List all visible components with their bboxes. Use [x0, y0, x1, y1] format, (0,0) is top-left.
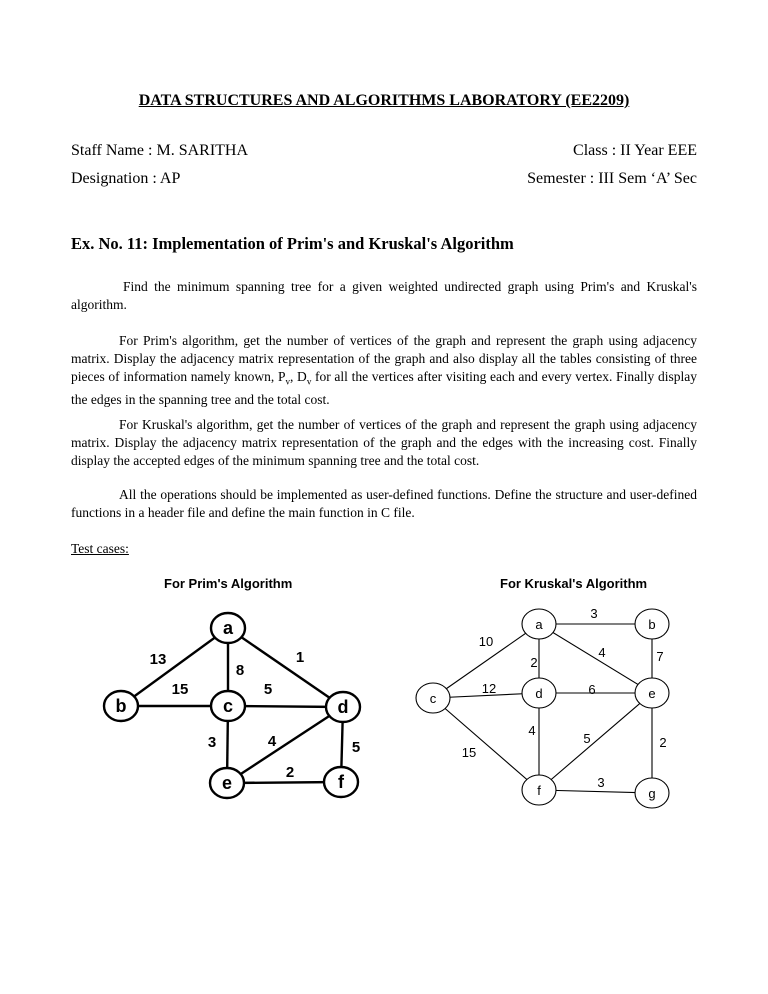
kruskal-weight-ac: 10: [478, 634, 494, 649]
prim-vertex-label-c: c: [222, 696, 234, 716]
prim-weight-ad: 1: [295, 649, 305, 666]
paragraph-text: For Kruskal's algorithm, get the number of vertices of the graph and represent the graph using adjacency matrix. Display the adjacency matrix representation of the graph and the edges with the increasing cost. Finally display the accepted edges of the minimum spanning tree and the total cost.: [71, 417, 697, 468]
prim-caption: For Prim's Algorithm: [164, 576, 293, 591]
kruskal-weight-eg: 2: [659, 735, 667, 750]
paragraph-text: For Prim's algorithm, get the number of vertices of the graph and represent the graph using adjacency matrix. Display the adjacency matrix representation of the graph and also display all the tables consisting of three pieces of information namely known, $P_v$, $D_v$ for all the vertices after visiting each and every vertex. Finally display the edges in the spanning tree and the total cost.: [71, 333, 697, 407]
prim-weight-de: 4: [267, 733, 277, 750]
kruskal-edge-cf: [433, 698, 539, 790]
prim-weight-ef: 2: [285, 764, 295, 781]
kruskal-weight-fg: 3: [597, 775, 605, 790]
kruskal-weight-df: 4: [528, 723, 536, 738]
kruskal-weight-ef: 5: [583, 731, 591, 746]
prim-vertex-label-b: b: [115, 696, 127, 716]
prim-weight-ac: 8: [235, 662, 245, 679]
prim-weight-bc: 15: [171, 681, 189, 698]
kruskal-vertex-label-g: g: [648, 786, 656, 801]
kruskal-caption: For Kruskal's Algorithm: [500, 576, 648, 591]
paragraph-text: All the operations should be implemented as user-defined functions. Define the structure and user-defined functions in a header file and define the main function in C file.: [71, 487, 697, 520]
prim-weight-ab: 13: [149, 651, 167, 668]
prim-vertex-label-f: f: [338, 772, 344, 792]
kruskal-weight-ae: 4: [598, 645, 606, 660]
test-cases-label: Test cases:: [71, 541, 129, 556]
kruskal-vertex-label-d: d: [535, 686, 543, 701]
kruskal-vertex-label-e: e: [648, 686, 656, 701]
semester-info: Semester : III Sem ‘A’ Sec: [527, 170, 697, 187]
kruskal-weight-de: 6: [588, 682, 596, 697]
prim-vertex-label-a: a: [222, 618, 234, 638]
kruskal-weight-cd: 12: [481, 681, 497, 696]
prim-vertex-label-d: d: [337, 697, 349, 717]
prim-weight-ce: 3: [207, 734, 217, 751]
staff-name: Staff Name : M. SARITHA: [71, 142, 249, 159]
class-info: Class : II Year EEE: [573, 142, 697, 159]
kruskal-vertex-label-c: c: [429, 691, 437, 706]
kruskal-edge-ef: [539, 693, 652, 790]
kruskal-weight-ab: 3: [590, 606, 598, 621]
paragraph-text: Find the minimum spanning tree for a given weighted undirected graph using Prim's and Kruskal's algorithm.: [71, 279, 697, 312]
kruskal-weight-be: 7: [656, 649, 664, 664]
prim-vertex-label-e: e: [221, 773, 233, 793]
kruskal-vertex-label-b: b: [648, 617, 656, 632]
prim-weight-cd: 5: [263, 681, 273, 698]
exercise-heading: Ex. No. 11: Implementation of Prim's and Kruskal's Algorithm: [71, 234, 514, 253]
kruskal-weight-ad: 2: [530, 655, 538, 670]
kruskal-vertex-label-f: f: [537, 783, 541, 798]
document-title: DATA STRUCTURES AND ALGORITHMS LABORATORY (EE2209): [138, 92, 630, 109]
kruskal-weight-cf: 15: [461, 745, 477, 760]
prim-weight-df: 5: [351, 739, 361, 756]
kruskal-vertex-label-a: a: [535, 617, 543, 632]
designation: Designation : AP: [71, 170, 181, 187]
